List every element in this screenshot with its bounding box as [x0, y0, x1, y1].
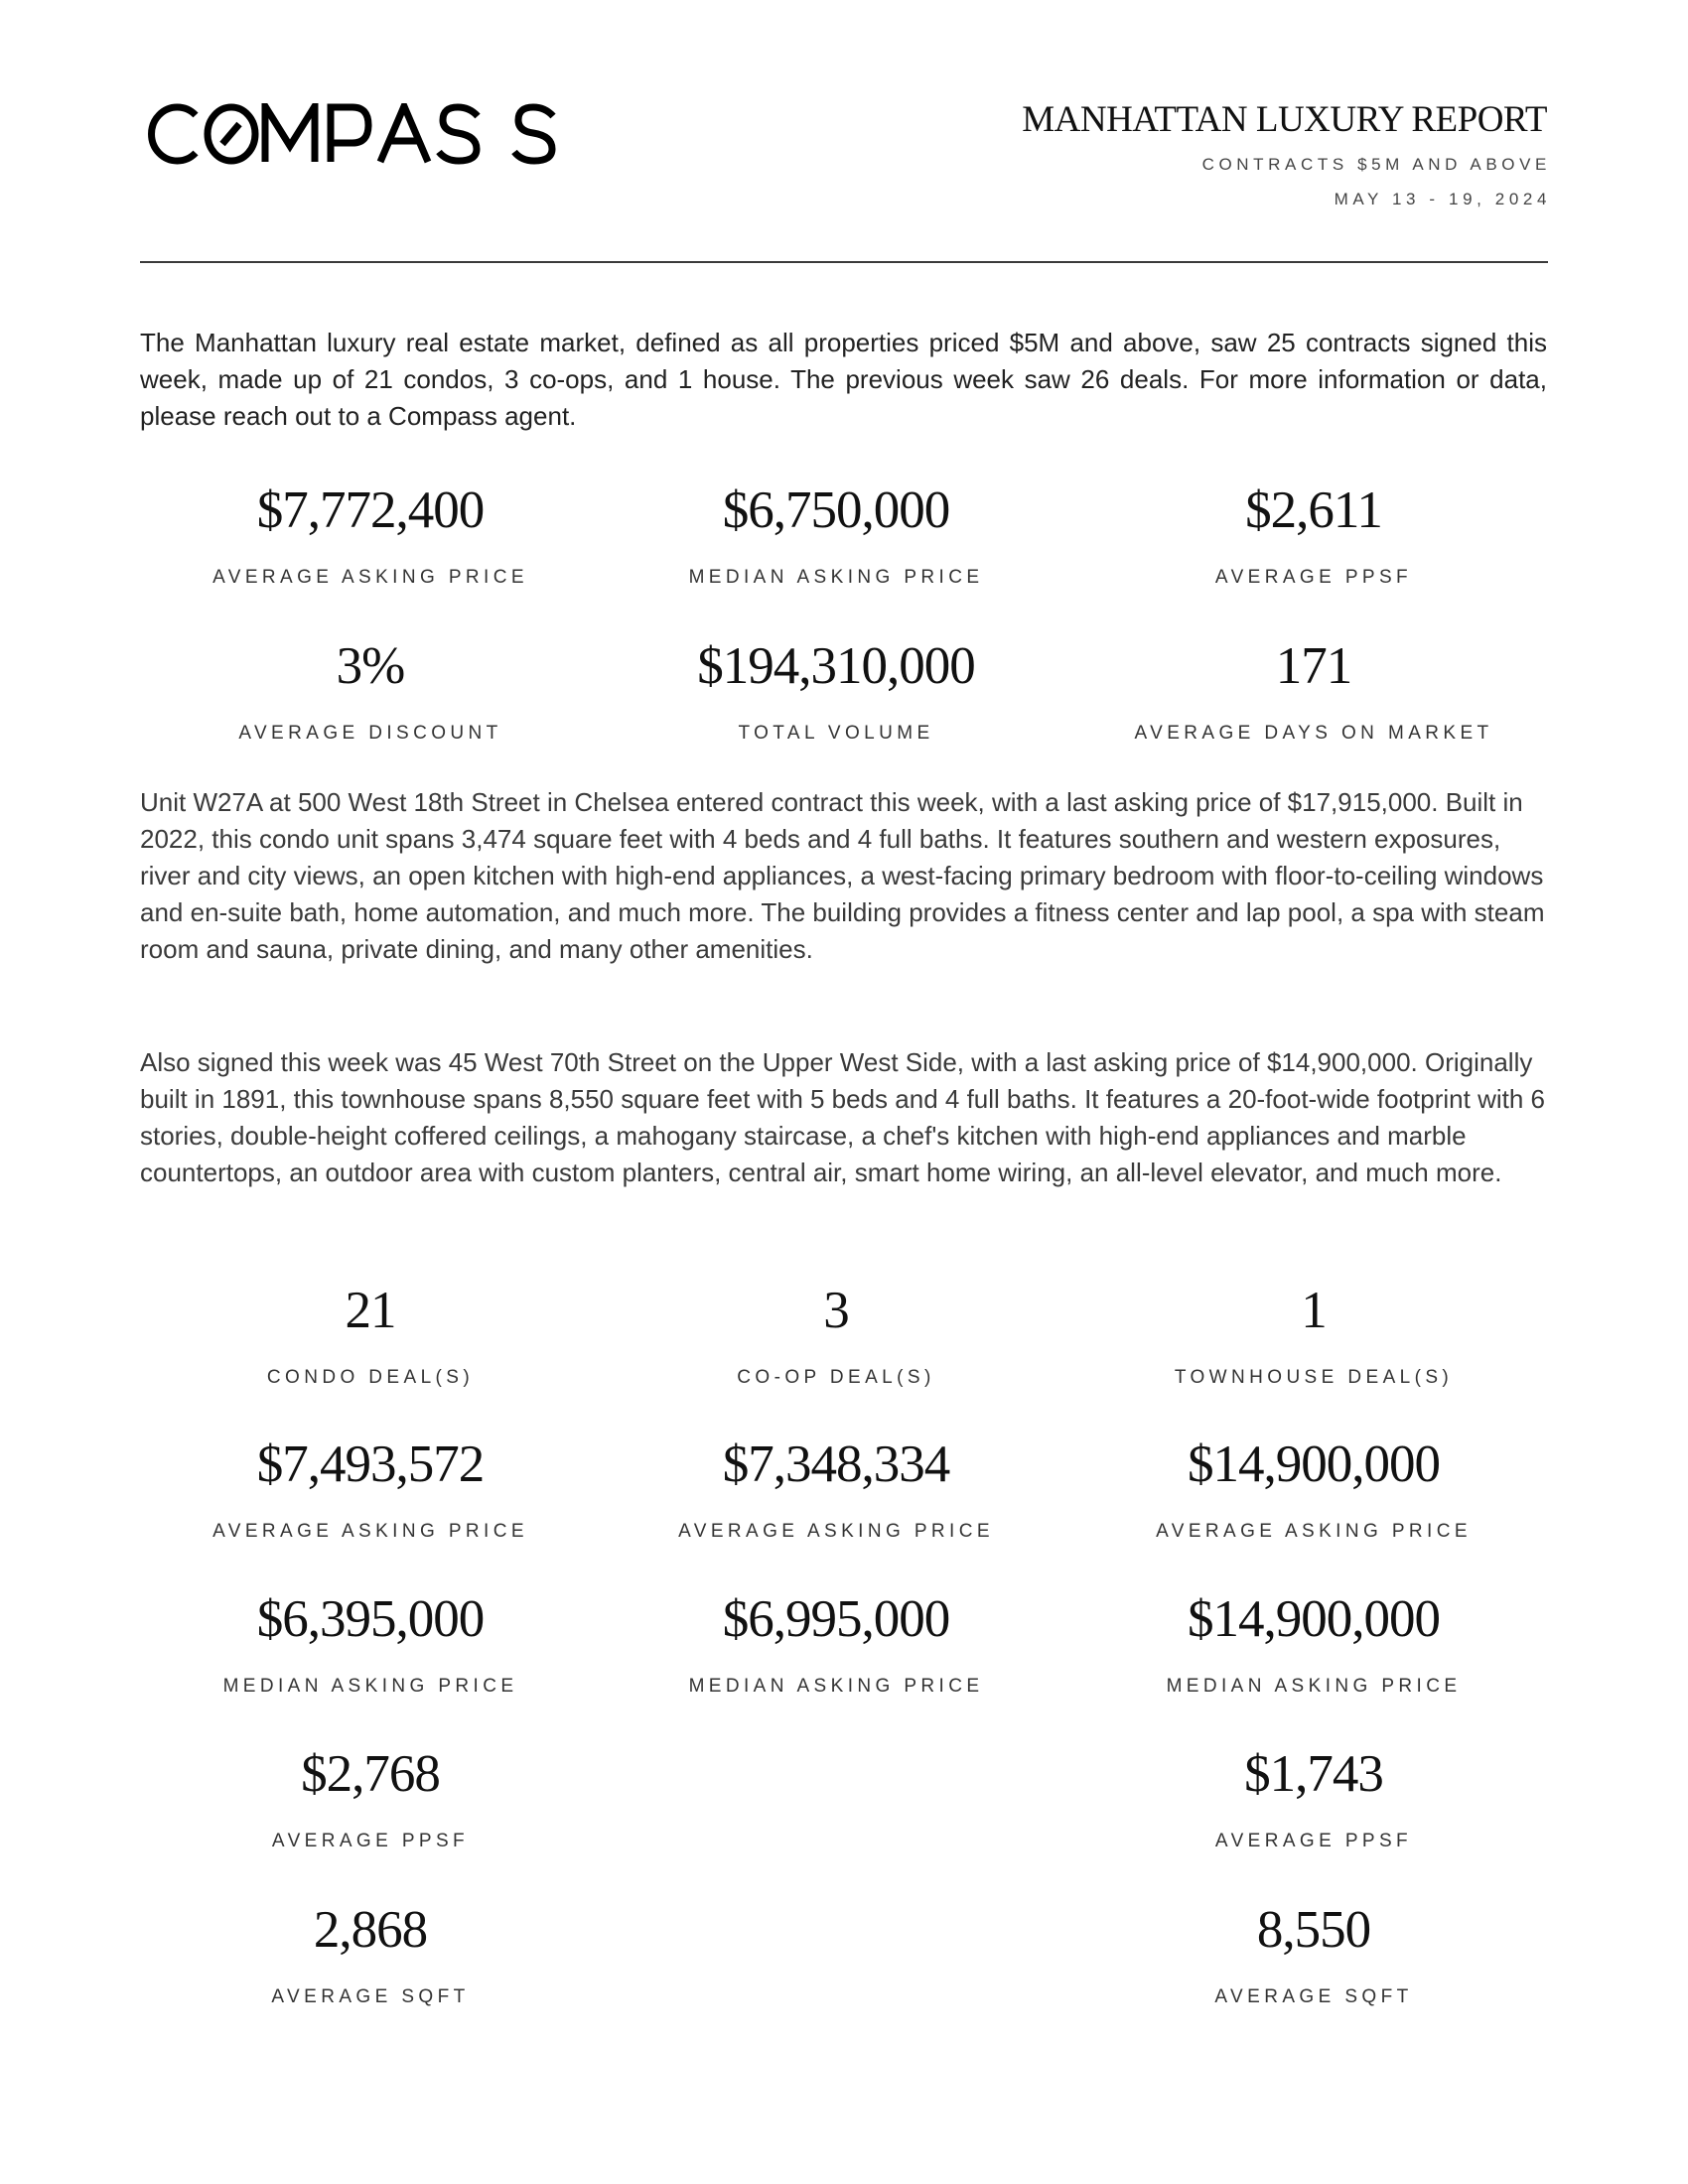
stat-label: AVERAGE DAYS ON MARKET [1134, 723, 1493, 744]
stat-label: TOTAL VOLUME [738, 723, 934, 744]
condo-average-asking-price [142, 1434, 599, 1543]
stat-average-asking-price [142, 480, 599, 589]
condo-deals [142, 1281, 599, 1389]
stat-value: $7,772,400 [256, 481, 485, 539]
stat-value: $2,768 [301, 1745, 440, 1803]
stat-label: AVERAGE ASKING PRICE [1156, 1521, 1472, 1542]
stat-value: $6,750,000 [722, 481, 950, 539]
report-subtitle: CONTRACTS $5M AND ABOVE [1201, 155, 1551, 174]
stat-value: $2,611 [1245, 481, 1382, 539]
stat-value: 8,550 [1256, 1901, 1371, 1959]
coop-average-asking-price [608, 1434, 1064, 1543]
report-title-block [1022, 97, 1551, 209]
townhouse-average-ppsf [1085, 1744, 1542, 1852]
stat-value: $194,310,000 [697, 637, 975, 695]
stat-label: MEDIAN ASKING PRICE [1166, 1676, 1462, 1697]
condo-average-sqft [142, 1900, 599, 2008]
stat-label: AVERAGE PPSF [271, 1831, 470, 1851]
featured-deal-paragraph: Also signed this week was 45 West 70th Street on the Upper West Side, with a last asking price of $14,900,000. Originally built in 1891, this townhouse spans 8,550 square feet with 5 beds and 4 full baths. It features a 20-foot-wide footprint with 6 stories, double-height coffered ceilings, a mahogany staircase, a chef's kitchen with high-end appliances and marble countertops, an outdoor area with custom planters, central air, smart home wiring, an all-level elevator, and much more. [140, 1047, 1545, 1187]
stat-value: $7,348,334 [722, 1435, 950, 1493]
featured-deal-paragraph: Unit W27A at 500 West 18th Street in Chelsea entered contract this week, with a last asking price of $17,915,000. Built in 2022, this condo unit spans 3,474 square feet with 4 beds and 4 full baths. It features southern and western exposures, river and city views, an open kitchen with high-end appliances, a west-facing primary bedroom with floor-to-ceiling windows and en-suite bath, home automation, and much more. The building provides a fitness center and lap pool, a spa with steam room and sauna, private dining, and many other amenities. [140, 787, 1545, 964]
stat-average-days-on-market [1085, 636, 1542, 745]
stat-label: AVERAGE SQFT [1214, 1986, 1413, 2007]
stat-value: 1 [1301, 1282, 1327, 1339]
stat-value: $6,995,000 [722, 1590, 950, 1648]
intro-paragraph: The Manhattan luxury real estate market, defined as all properties priced $5M and above, saw 25 contracts signed this week, made up of 21 condos, 3 co-ops, and 1 house. The previous week saw 26 deals. For more information or data, please reach out to a Compass agent. [140, 328, 1547, 431]
stat-label: AVERAGE ASKING PRICE [678, 1521, 994, 1542]
stat-label: MEDIAN ASKING PRICE [688, 1676, 984, 1697]
stat-value: 21 [345, 1282, 396, 1339]
coop-median-asking-price [608, 1589, 1064, 1698]
condo-median-asking-price [142, 1589, 599, 1698]
stat-label: AVERAGE SQFT [271, 1986, 470, 2007]
header-divider [140, 261, 1548, 263]
townhouse-deals [1085, 1281, 1542, 1389]
townhouse-median-asking-price [1085, 1589, 1542, 1698]
stat-label: MEDIAN ASKING PRICE [688, 567, 984, 588]
stat-value: $14,900,000 [1188, 1590, 1440, 1648]
condo-average-ppsf [142, 1744, 599, 1852]
stat-value: $7,493,572 [256, 1435, 485, 1493]
stat-label: AVERAGE PPSF [1214, 567, 1413, 588]
stat-median-asking-price [608, 480, 1064, 589]
stat-total-volume [608, 636, 1064, 745]
stat-average-ppsf [1085, 480, 1542, 589]
stat-label: AVERAGE ASKING PRICE [212, 567, 528, 588]
stat-label: AVERAGE DISCOUNT [238, 723, 502, 744]
stat-value: $6,395,000 [256, 1590, 485, 1648]
report-date-range: MAY 13 - 19, 2024 [1334, 190, 1551, 208]
stat-value: 171 [1275, 637, 1352, 695]
townhouse-average-sqft [1085, 1900, 1542, 2008]
stat-label: MEDIAN ASKING PRICE [222, 1676, 518, 1697]
stat-value: $14,900,000 [1188, 1435, 1440, 1493]
stat-label: AVERAGE PPSF [1214, 1831, 1413, 1851]
report-title: MANHATTAN LUXURY REPORT [1022, 99, 1547, 140]
compass-logo [144, 103, 565, 165]
townhouse-average-asking-price [1085, 1434, 1542, 1543]
stat-label: AVERAGE ASKING PRICE [212, 1521, 528, 1542]
stat-value: 3% [336, 637, 405, 695]
stat-label: TOWNHOUSE DEAL(S) [1174, 1367, 1454, 1388]
stat-label: CO-OP DEAL(S) [737, 1367, 935, 1388]
stat-label: CONDO DEAL(S) [266, 1367, 475, 1388]
stat-value: 2,868 [313, 1901, 428, 1959]
stat-value: $1,743 [1244, 1745, 1383, 1803]
stat-average-discount [142, 636, 599, 745]
coop-deals [608, 1281, 1064, 1389]
stat-value: 3 [823, 1282, 849, 1339]
